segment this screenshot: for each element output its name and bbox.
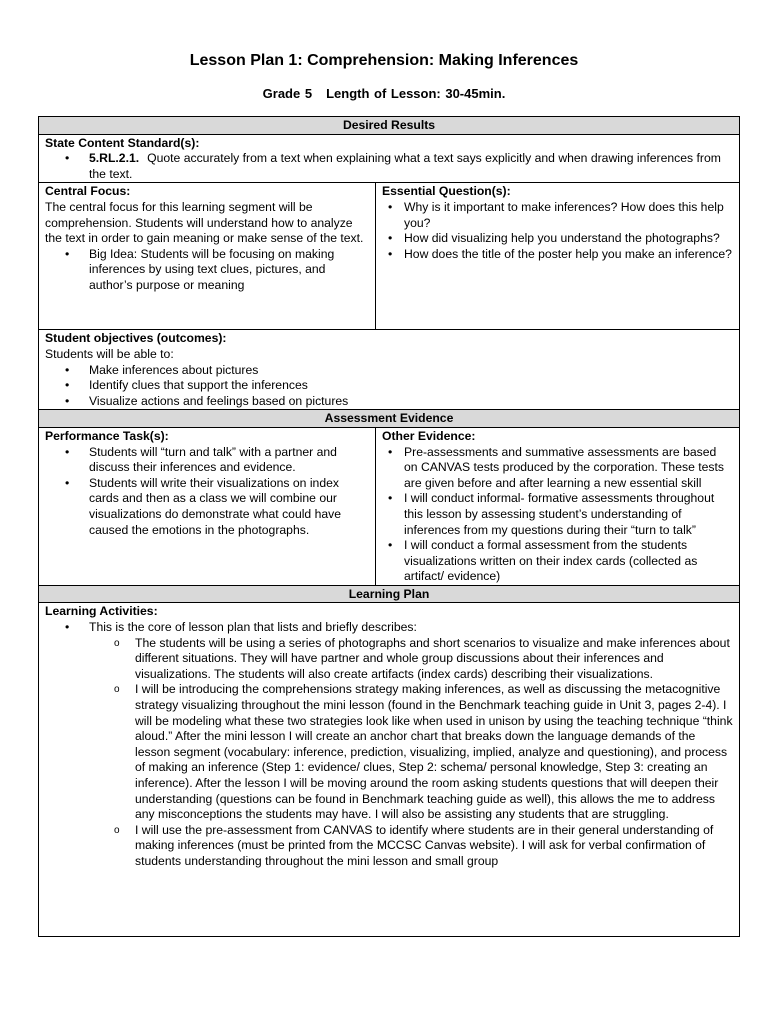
section-assessment-evidence: Assessment Evidence (39, 410, 740, 428)
standard-text: Quote accurately from a text when explaining what a text says explicitly and when drawing inferences from the text. (89, 151, 721, 181)
essential-question-item: • Why is it important to make inferences? How does this help you? (382, 200, 733, 231)
activity-item: o I will be introducing the comprehensions strategy making inferences, as well as discussing the metacognitive strategy visualizing throughout the mini lesson (found in the Benchmark teaching guide in Unit 3, pages 2-4). I will be modeling what these two strategies look like when used in unison by using the teaching technique “think aloud.” After the mini lesson I will create an anchor chart that breaks down the language demands of the lesson segment (vocabulary: inference, prediction, visualizing, implied, analyze and questioning), and process of making an inference (Step 1: evidence/ clues, Step 2: schema/ personal knowledge, Step 3: creating an inference). After the lesson I will be moving around the room asking students questions that will deepen their understanding (questions can be found in Benchmark teaching guide as well), this allows the me to address any misconceptions the students may have. I will also be assisting any students that are struggling. (45, 682, 733, 822)
central-focus-cell (39, 183, 376, 330)
state-standard-heading: State Content Standard(s): (45, 135, 200, 150)
section-learning-plan: Learning Plan (39, 585, 740, 603)
objective-item: • Make inferences about pictures (45, 363, 733, 379)
standard-code: 5.RL.2.1. (89, 151, 140, 166)
learning-activities-heading: Learning Activities: (45, 604, 158, 619)
grade-label: Grade 5 (262, 86, 313, 101)
objectives-intro: Students will be able to: (45, 346, 174, 361)
performance-task-item: • Students will “turn and talk” with a partner and discuss their inferences and evidence. (45, 445, 369, 476)
big-idea-item: • Big Idea: Students will be focusing on making inferences by using text clues, pictures, and author’s purpose or meaning (45, 247, 369, 294)
other-evidence-cell (376, 427, 740, 585)
activity-item: o I will use the pre-assessment from CANVAS to identify where students are in their general understanding of making inferences (must be printed from the MCCSC Canvas website). I will ask for verbal confirmation of students understanding throughout the mini lesson and small group (45, 823, 733, 870)
lesson-meta (0, 86, 768, 101)
lesson-plan-table (38, 116, 740, 937)
objective-item: • Visualize actions and feelings based on pictures (45, 394, 733, 410)
state-standard-cell (39, 134, 740, 183)
learning-activities-intro-text: This is the core of lesson plan that lists and briefly describes: (89, 620, 417, 635)
performance-tasks-heading: Performance Task(s): (45, 428, 169, 443)
central-focus-text: The central focus for this learning segment will be comprehension. Students will understand how to analyze the text in order to gain meaning or make sense of the text. (45, 199, 364, 246)
document-title: Lesson Plan 1: Comprehension: Making Inferences (189, 52, 579, 69)
essential-question-item: • How did visualizing help you understand the photographs? (382, 231, 733, 247)
other-evidence-item: • Pre-assessments and summative assessments are based on CANVAS tests produced by the corporation. These tests are given before and after learning a new essential skill (382, 445, 733, 492)
essential-questions-heading: Essential Question(s): (382, 184, 511, 199)
learning-activities-intro (45, 620, 733, 636)
other-evidence-item: • I will conduct informal- formative assessments throughout this lesson by assessing student’s understanding of inferences from my questions during their “turn to talk” (382, 491, 733, 538)
other-evidence-item: • I will conduct a formal assessment from the students visualizations written on their index cards (collected as artifact/ evidence) (382, 538, 733, 585)
learning-activities-cell (39, 603, 740, 937)
performance-task-item: • Students will write their visualizations on index cards and then as a class we will combine our visualizations do demonstrate what could have caused the emotions in the photographs. (45, 476, 369, 538)
section-desired-results: Desired Results (39, 117, 740, 135)
state-standard-item (45, 151, 733, 182)
central-focus-heading: Central Focus: (45, 184, 131, 199)
lesson-length: Length of Lesson: 30-45min. (326, 86, 506, 101)
essential-questions-cell (376, 183, 740, 330)
objectives-cell (39, 330, 740, 410)
objectives-heading: Student objectives (outcomes): (45, 331, 227, 346)
objective-item: • Identify clues that support the inferences (45, 378, 733, 394)
other-evidence-heading: Other Evidence: (382, 428, 476, 443)
activity-item: o The students will be using a series of photographs and short scenarios to visualize and make inferences about different situations. They will have partner and whole group discussions about their inferences and visualizations. The students will also create artifacts (index cards) describing their visualizations. (45, 636, 733, 683)
performance-tasks-cell (39, 427, 376, 585)
essential-question-item: • How does the title of the poster help you make an inference? (382, 247, 733, 263)
